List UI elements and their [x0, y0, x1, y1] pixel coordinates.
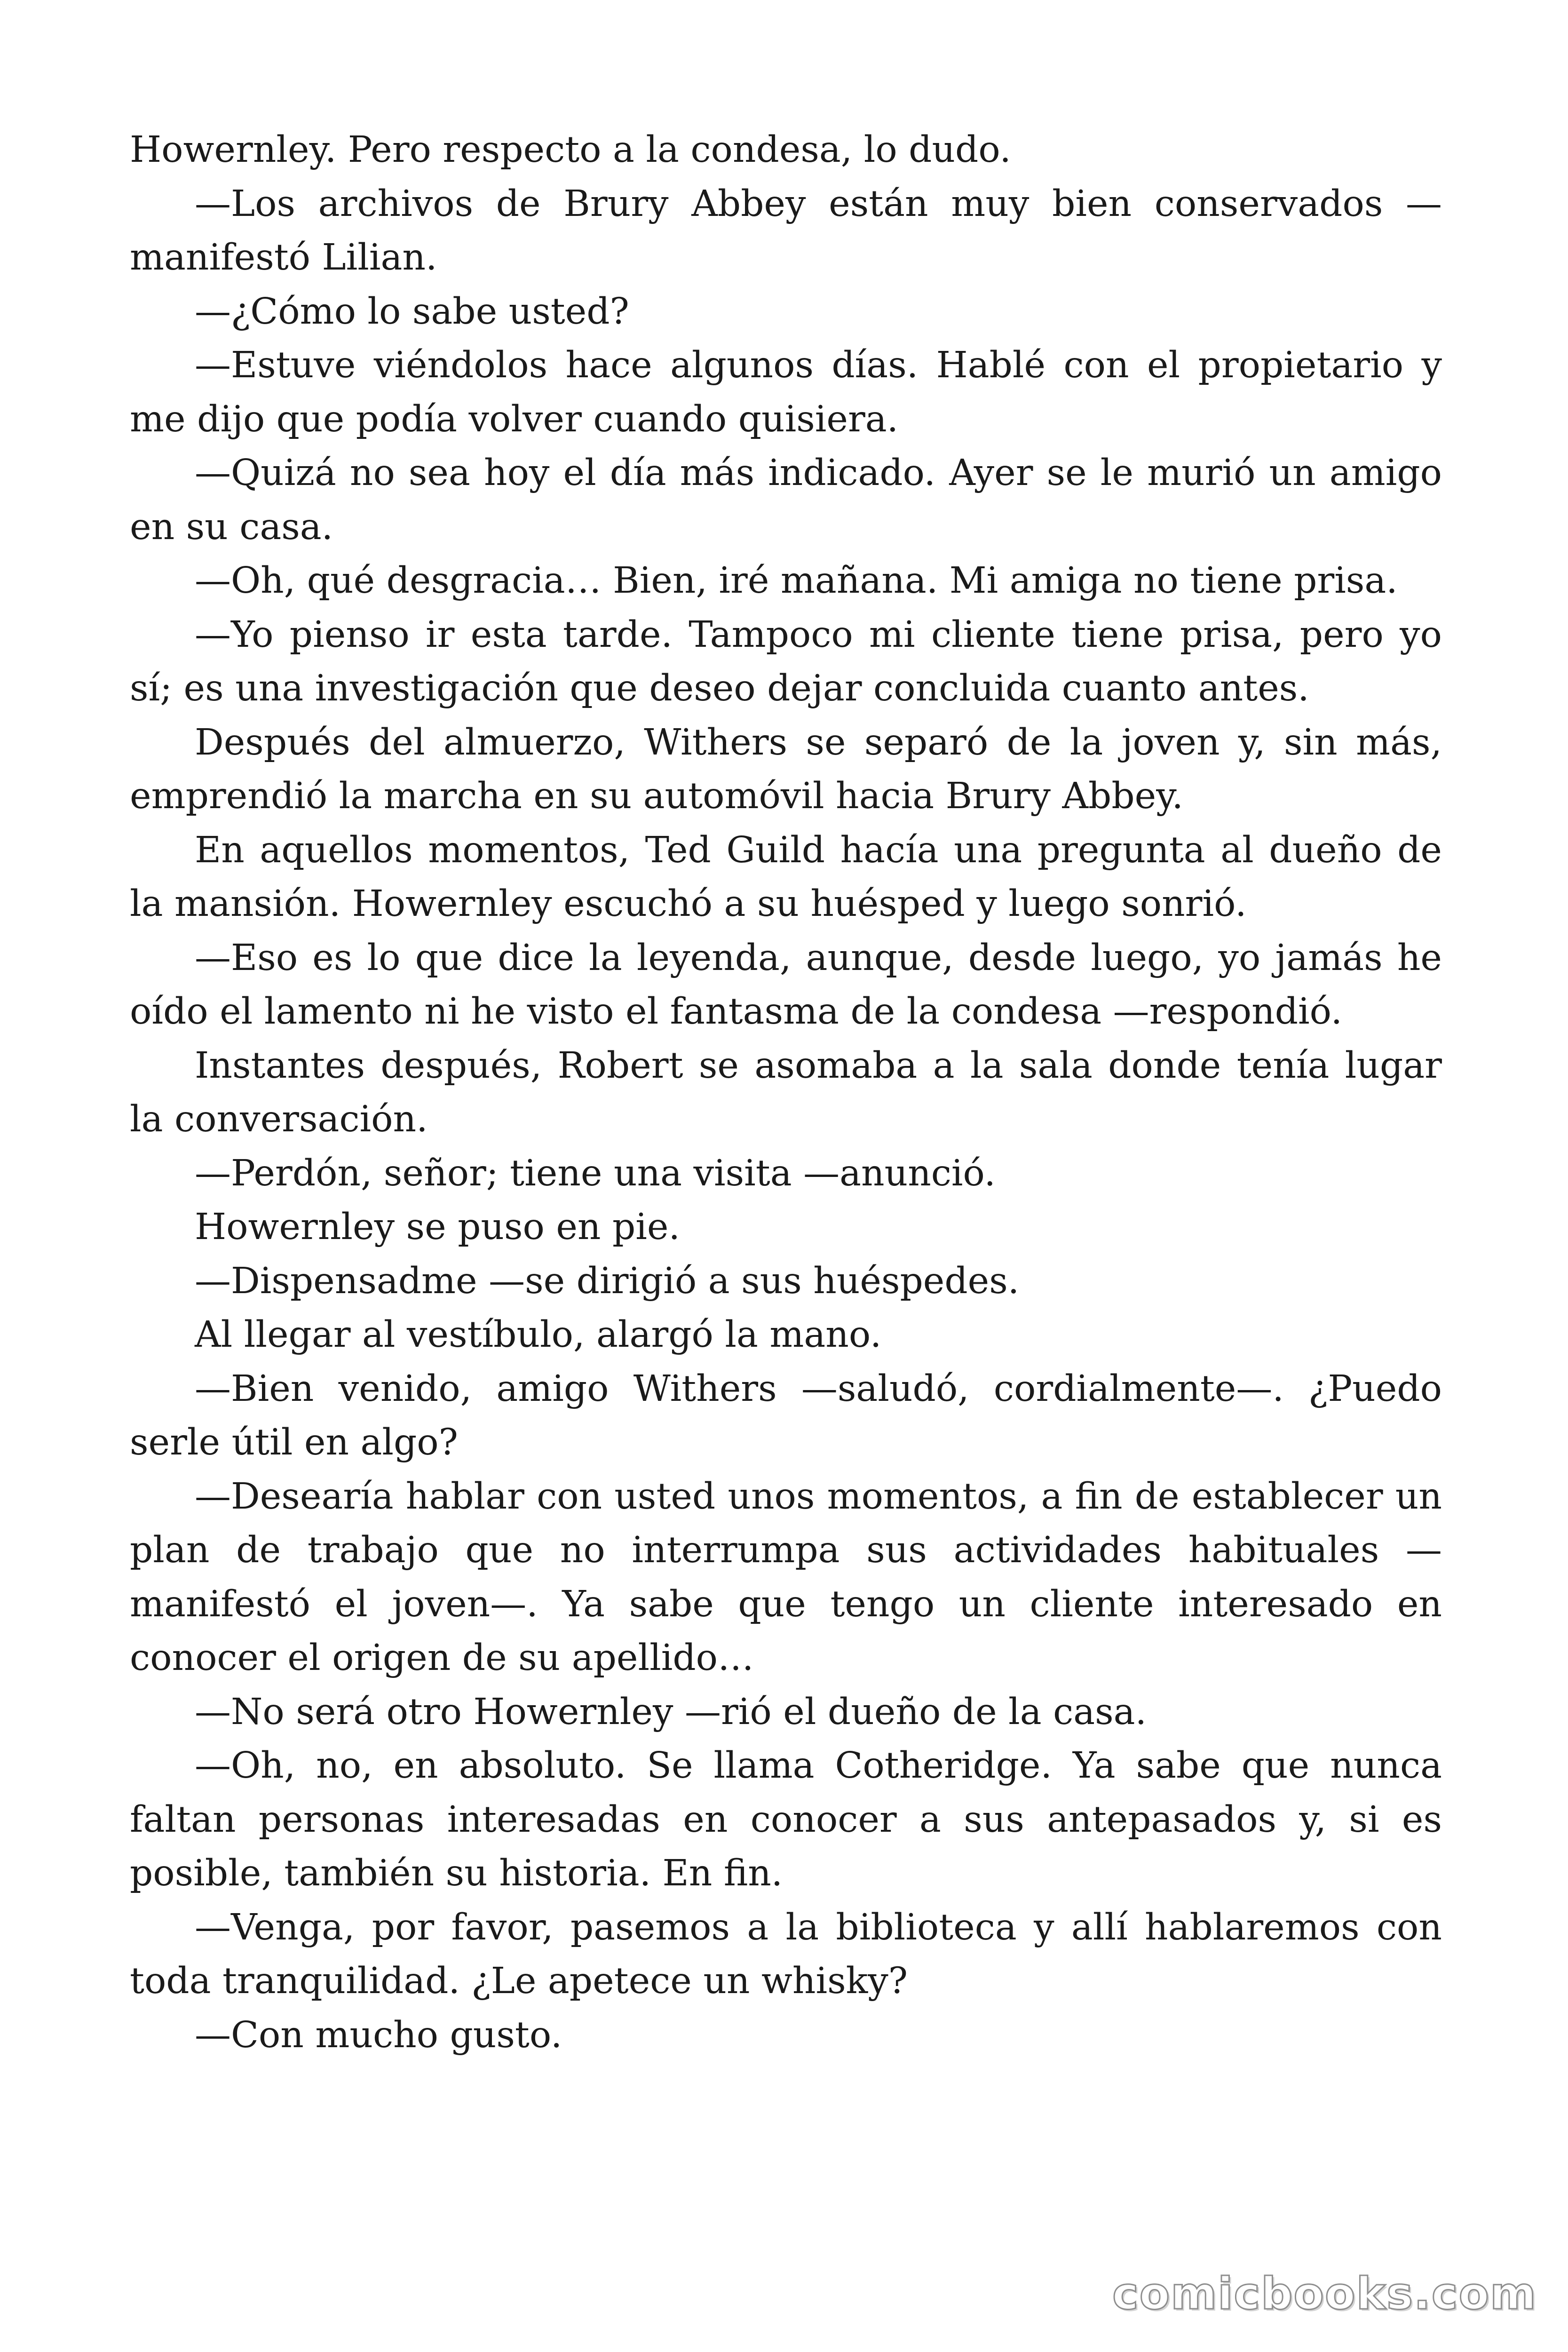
paragraph: —Los archivos de Brury Abbey están muy bien conservados —manifestó Lilian. — [130, 183, 1442, 278]
paragraph: —Oh, qué desgracia… Bien, iré mañana. Mi amiga no tiene prisa. — [195, 560, 1398, 602]
paragraph: —Venga, por favor, pasemos a la biblioteca y allí hablaremos con toda tranquilidad. ¿Le apetece un whisky? — [130, 1906, 1442, 2002]
paragraph: —Quizá no sea hoy el día más indicado. Ayer se le murió un amigo en su casa. — [130, 452, 1442, 548]
body-text — [130, 123, 1442, 2062]
paragraph: —Dispensadme —se dirigió a sus huéspedes. — [195, 1260, 1020, 1302]
paragraph: —Oh, no, en absoluto. Se llama Cotheridge. Ya sabe que nunca faltan personas interesadas en conocer a sus antepasados y, si es posible, también su historia. En fin. — [130, 1745, 1442, 1894]
paragraph: Después del almuerzo, Withers se separó de la joven y, sin más, emprendió la marcha en su automóvil hacia Brury Abbey. — [130, 721, 1442, 817]
paragraph: —Yo pienso ir esta tarde. Tampoco mi cliente tiene prisa, pero yo sí; es una investigación que deseo dejar concluida cuanto antes. — [130, 613, 1442, 709]
watermark: comicbooks.com — [1112, 2268, 1537, 2320]
paragraph: —No será otro Howernley —rió el dueño de la casa. — [195, 1691, 1147, 1733]
paragraph: —Estuve viéndolos hace algunos días. Hablé con el propietario y me dijo que podía volver cuando quisiera. — [130, 344, 1442, 440]
paragraph: —Eso es lo que dice la leyenda, aunque, desde luego, yo jamás he oído el lamento ni he visto el fantasma de la condesa —respondió. — [130, 937, 1442, 1033]
paragraph: —¿Cómo lo sabe usted? — [195, 290, 629, 333]
paragraph: Howernley se puso en pie. — [195, 1206, 680, 1248]
paragraph: Howernley. Pero respecto a la condesa, lo dudo. — [130, 129, 1011, 171]
paragraph: —Desearía hablar con usted unos momentos, a fin de establecer un plan de trabajo que no interrumpa sus actividades habituales —manifestó el joven—. Ya sabe que tengo un cliente interesado en conocer el origen de su apellido… — [130, 1475, 1442, 1679]
paragraph: Al llegar al vestíbulo, alargó la mano. — [195, 1314, 882, 1356]
paragraph: —Perdón, señor; tiene una visita —anunció. — [195, 1152, 996, 1194]
paragraph: En aquellos momentos, Ted Guild hacía una pregunta al dueño de la mansión. Howernley escuchó a su huésped y luego sonrió. — [130, 829, 1442, 925]
paragraph: —Con mucho gusto. — [195, 2014, 562, 2056]
paragraph: —Bien venido, amigo Withers —saludó, cordialmente—. ¿Puedo serle útil en algo? — [130, 1367, 1442, 1463]
paragraph: Instantes después, Robert se asomaba a la sala donde tenía lugar la conversación. — [130, 1044, 1442, 1140]
